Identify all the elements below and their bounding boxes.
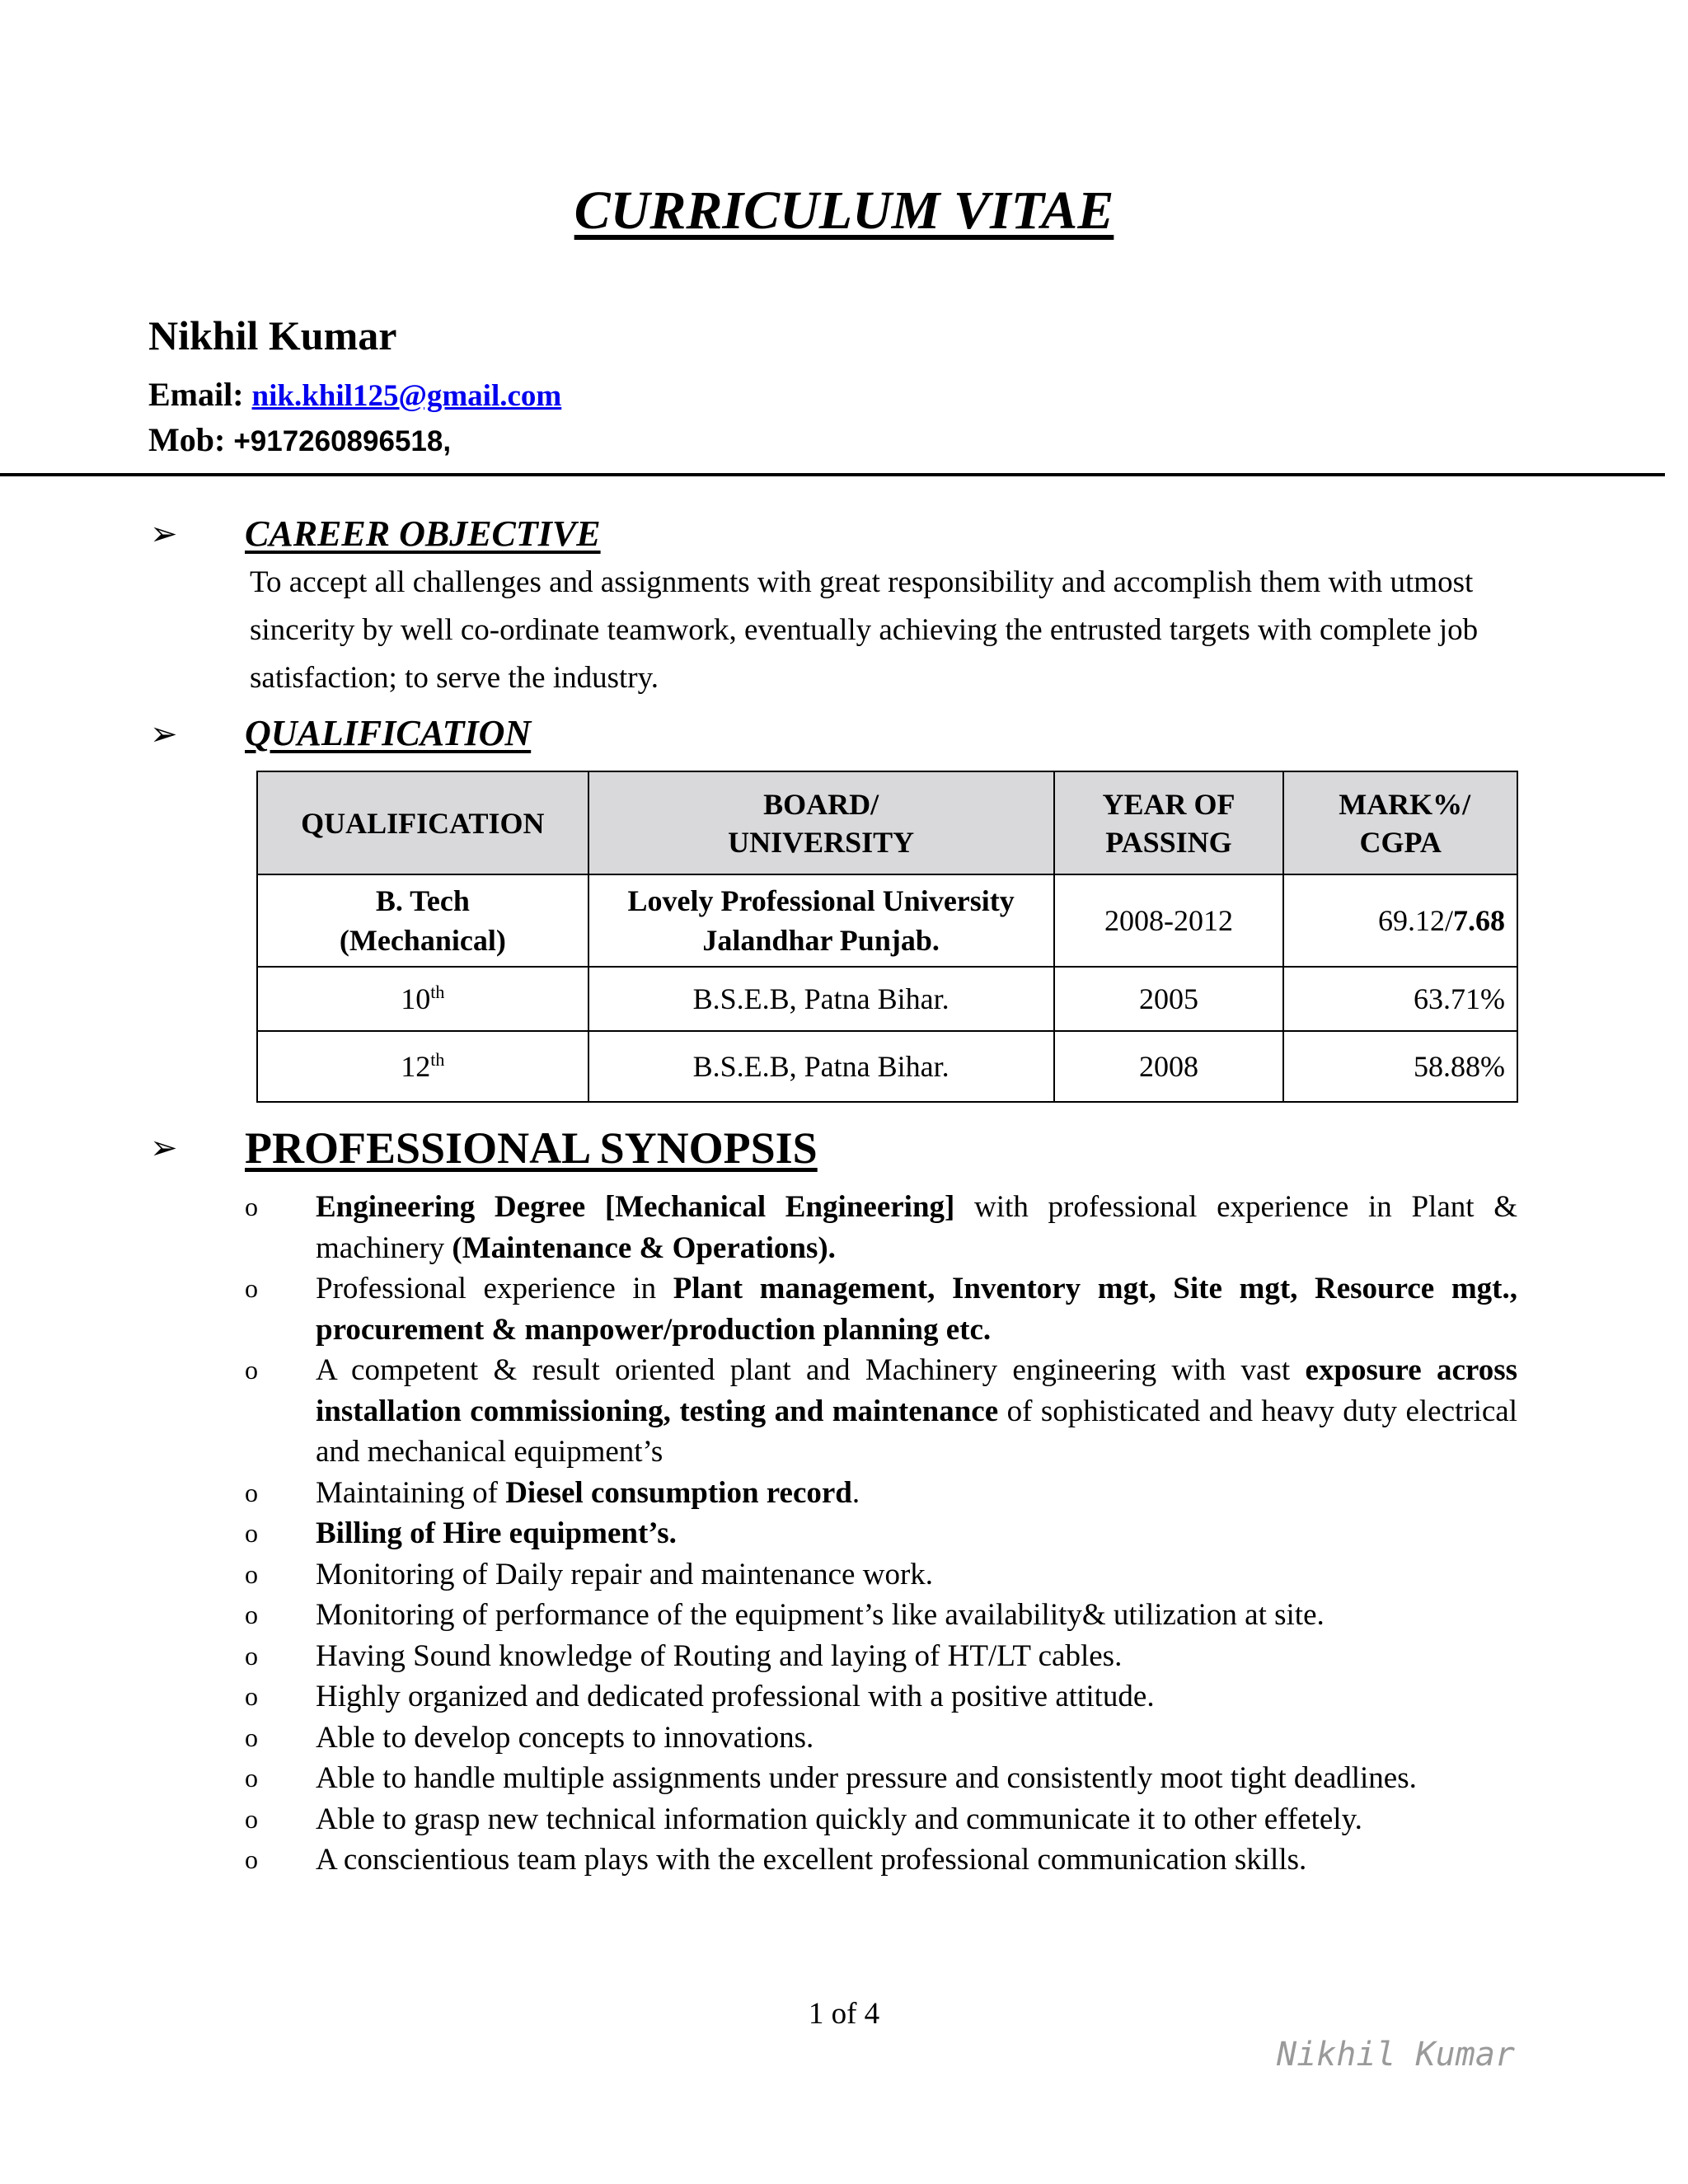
item-text: Professional experience in <box>316 1272 673 1305</box>
page-number: 1 of 4 <box>808 1997 880 2031</box>
item-text: Able to develop concepts to innovations. <box>316 1720 814 1755</box>
qualification-heading: QUALIFICATION <box>245 713 532 753</box>
list-bullet-icon: o <box>245 1640 258 1671</box>
list-item <box>245 1187 1517 1268</box>
document-title: CURRICULUM VITAE <box>574 180 1114 241</box>
item-text: Maintaining of <box>316 1475 506 1510</box>
item-text: with professional experience in Plant & machinery <box>316 1190 1517 1265</box>
item-text: Monitoring of Daily repair and maintenance work. <box>316 1557 934 1591</box>
list-bullet-icon: o <box>245 1477 258 1507</box>
mobile-label: Mob: <box>148 421 226 458</box>
list-bullet-icon: o <box>245 1763 258 1793</box>
header-divider <box>0 473 1665 476</box>
list-bullet-icon: o <box>245 1803 258 1834</box>
list-item <box>245 1595 1517 1636</box>
list-bullet-icon: o <box>245 1355 258 1385</box>
list-item <box>245 1473 1517 1514</box>
list-bullet-icon: o <box>245 1844 258 1874</box>
list-item <box>245 1676 1517 1718</box>
list-item <box>245 1718 1517 1759</box>
table-row <box>257 874 1517 967</box>
header-board <box>588 771 1054 874</box>
table-row <box>257 967 1517 1031</box>
item-text: A competent & result oriented plant and Machinery engineering with vast <box>316 1353 1306 1387</box>
table-header-row <box>257 771 1517 874</box>
footer-watermark: Nikhil Kumar <box>1277 2036 1515 2074</box>
cell-board: Lovely Professional University Jalandhar Punjab. <box>588 874 1054 967</box>
header-year-text: YEAR OF PASSING <box>1102 787 1236 859</box>
email-label: Email: <box>148 376 244 413</box>
career-objective-heading: CAREER OBJECTIVE <box>245 513 601 554</box>
list-bullet-icon: o <box>245 1273 258 1303</box>
list-item <box>245 1799 1517 1840</box>
item-text: of sophisticated and heavy duty electrical and mechanical equipment’s <box>316 1394 1517 1469</box>
item-bold: Engineering Degree [Mechanical Engineering] <box>316 1190 955 1224</box>
cgpa-value: 7.68 <box>1453 904 1505 937</box>
item-bold: (Maintenance & Operations). <box>452 1230 836 1265</box>
ordinal-suffix: th <box>430 1049 445 1070</box>
list-item <box>245 1268 1517 1350</box>
item-bold: Billing of Hire equipment’s. <box>316 1516 677 1550</box>
item-bold: Plant management, Inventory mgt, Site mgt, Resource mgt., procurement & manpower/production planning etc. <box>316 1272 1517 1347</box>
item-bold: Diesel consumption record <box>505 1475 852 1510</box>
career-objective-text: To accept all challenges and assignments with great responsibility and accomplish them with utmost sincerity by well co-ordinate teamwork, eventually achieving the entrusted targets with complete job satisfaction; to serve the industry. <box>250 565 1479 695</box>
list-item <box>245 1513 1517 1554</box>
header-mark <box>1283 771 1517 874</box>
list-item <box>245 1636 1517 1677</box>
synopsis-heading: PROFESSIONAL SYNOPSIS <box>245 1123 818 1173</box>
synopsis-list <box>245 1187 1517 1881</box>
header-qualification: QUALIFICATION <box>257 771 588 874</box>
cell-year: 2008 <box>1054 1031 1284 1102</box>
cell-qualification <box>257 967 588 1031</box>
qualification-table <box>256 771 1518 1103</box>
cell-qualification <box>257 874 588 967</box>
candidate-name: Nikhil Kumar <box>148 312 397 359</box>
cell-qualification <box>257 1031 588 1102</box>
item-text: Able to handle multiple assignments under pressure and consistently moot tight deadlines. <box>316 1761 1417 1795</box>
list-bullet-icon: o <box>245 1681 258 1711</box>
arrow-bullet-icon: ➢ <box>150 1129 178 1167</box>
item-text: A conscientious team plays with the excellent professional communication skills. <box>316 1843 1307 1877</box>
cell-board: B.S.E.B, Patna Bihar. <box>588 967 1054 1031</box>
class-number: 12 <box>401 1050 431 1083</box>
cell-mark <box>1283 874 1517 967</box>
header-board-text: BOARD/ UNIVERSITY <box>728 787 915 859</box>
cell-qualification-text: B. Tech (Mechanical) <box>339 884 506 957</box>
cell-mark: 63.71% <box>1283 967 1517 1031</box>
arrow-bullet-icon: ➢ <box>150 515 178 553</box>
item-text: Highly organized and dedicated professional with a positive attitude. <box>316 1680 1155 1713</box>
email-link[interactable]: nik.khil125@gmail.com <box>251 379 562 413</box>
mark-value: 69.12/ <box>1377 904 1453 937</box>
list-item <box>245 1758 1517 1799</box>
arrow-bullet-icon: ➢ <box>150 715 178 753</box>
class-number: 10 <box>401 982 431 1015</box>
mobile-line <box>148 420 451 459</box>
header-mark-text: MARK%/ CGPA <box>1339 787 1471 859</box>
list-bullet-icon: o <box>245 1600 258 1629</box>
list-bullet-icon: o <box>245 1192 258 1221</box>
item-bold: exposure across installation commissioning, testing and maintenance <box>316 1353 1517 1428</box>
cell-board: B.S.E.B, Patna Bihar. <box>588 1031 1054 1102</box>
cell-year: 2008-2012 <box>1054 874 1284 967</box>
list-item <box>245 1554 1517 1596</box>
list-bullet-icon: o <box>245 1518 258 1548</box>
item-text: Having Sound knowledge of Routing and laying of HT/LT cables. <box>316 1638 1123 1673</box>
cell-year: 2005 <box>1054 967 1284 1031</box>
email-line <box>148 375 561 414</box>
cell-mark: 58.88% <box>1283 1031 1517 1102</box>
ordinal-suffix: th <box>430 982 445 1002</box>
item-text: . <box>851 1475 860 1510</box>
list-item <box>245 1840 1517 1881</box>
table-row <box>257 1031 1517 1102</box>
item-text: Monitoring of performance of the equipment’s like availability& utilization at site. <box>316 1598 1325 1632</box>
list-bullet-icon: o <box>245 1558 258 1589</box>
list-bullet-icon: o <box>245 1722 258 1752</box>
item-text: Able to grasp new technical information quickly and communicate it to other effetely. <box>316 1802 1362 1836</box>
header-year <box>1054 771 1284 874</box>
list-item <box>245 1350 1517 1473</box>
mobile-number: +917260896518, <box>233 425 452 457</box>
